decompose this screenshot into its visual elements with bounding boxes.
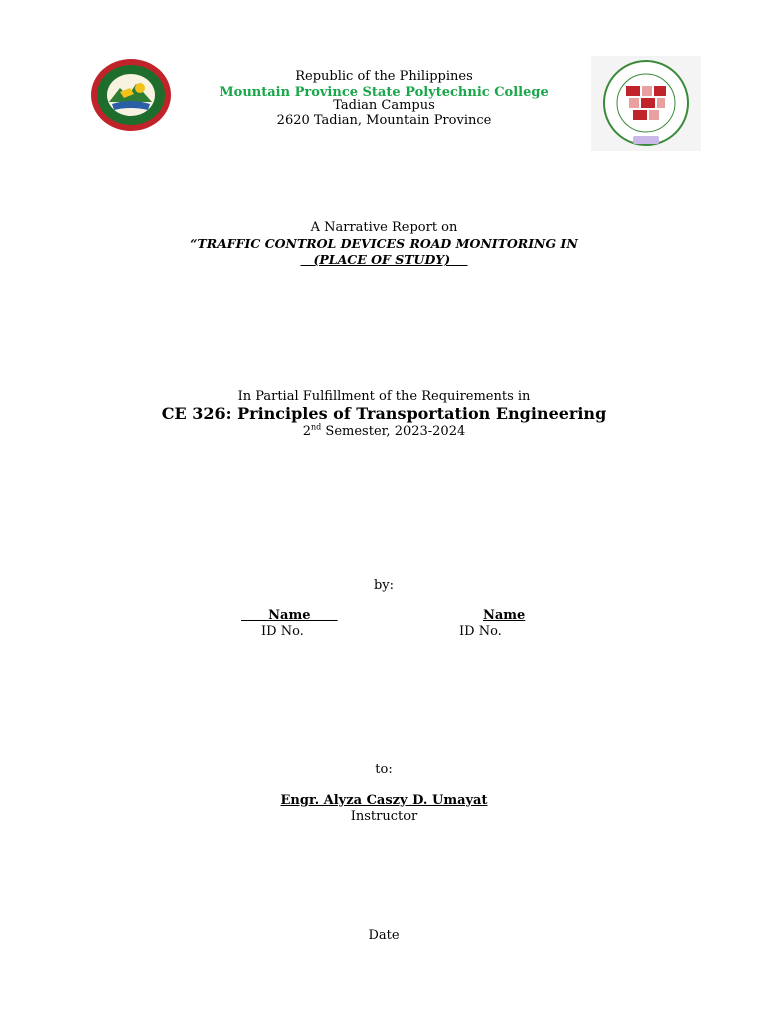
report-title-line1: “TRAFFIC CONTROL DEVICES ROAD MONITORING IN bbox=[190, 236, 578, 251]
course-title: CE 326: Principles of Transportation Engineering bbox=[161, 404, 607, 423]
semester-rest: Semester, 2023-2024 bbox=[321, 424, 466, 439]
address-line: 2620 Tadian, Mountain Province bbox=[276, 113, 492, 128]
republic-line: Republic of the Philippines bbox=[295, 69, 473, 84]
instructor-role: Instructor bbox=[350, 809, 418, 824]
student-2-name: Name bbox=[483, 608, 526, 623]
instructor-name: Engr. Alyza Caszy D. Umayat bbox=[280, 793, 488, 808]
report-title-line2-row bbox=[0, 252, 768, 267]
to-label: to: bbox=[375, 762, 393, 777]
semester-line bbox=[0, 424, 768, 440]
date-label: Date bbox=[368, 928, 400, 943]
engineering-department-seal-logo bbox=[591, 56, 701, 151]
student-1-id: ID No. bbox=[261, 624, 304, 639]
fulfillment-line: In Partial Fulfillment of the Requirements in bbox=[237, 389, 531, 404]
instructor-name-row bbox=[0, 793, 768, 809]
report-intro: A Narrative Report on bbox=[310, 220, 458, 235]
college-name: Mountain Province State Polytechnic College bbox=[219, 85, 549, 100]
by-label: by: bbox=[373, 578, 395, 593]
student-1-name: Name bbox=[268, 608, 311, 623]
semester-number: 2 bbox=[302, 424, 312, 439]
semester-suffix: nd bbox=[311, 422, 322, 432]
student-2-name-row bbox=[483, 608, 525, 624]
student-1-name-row bbox=[241, 608, 338, 624]
student-2-id: ID No. bbox=[459, 624, 502, 639]
campus-line: Tadian Campus bbox=[333, 98, 435, 113]
place-of-study-placeholder: (PLACE OF STUDY) bbox=[313, 252, 451, 267]
